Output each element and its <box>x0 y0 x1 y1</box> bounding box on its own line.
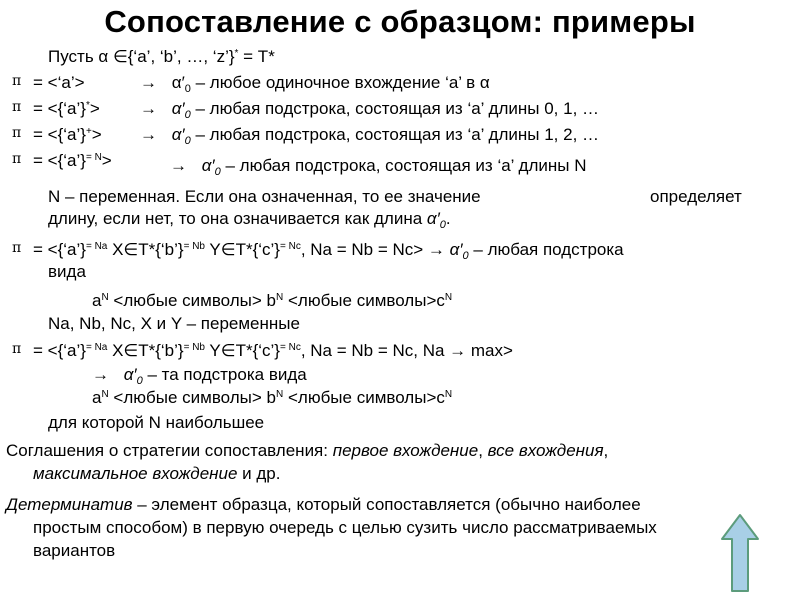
item-5-note-text: для которой N наибольшее <box>48 413 265 432</box>
item-2-result <box>140 124 599 145</box>
arrow-glyph: → <box>170 156 187 175</box>
item-4-p2: X∈T*{‘b’} <box>107 240 184 259</box>
item-3-pattern-end: > <box>101 151 112 170</box>
item-4-note <box>48 313 300 334</box>
alpha-subscript: 0 <box>462 250 469 262</box>
arrow-glyph: → <box>92 365 109 384</box>
item-3-result <box>170 155 587 176</box>
alpha-symbol: α′ <box>171 73 185 92</box>
alpha-subscript: 0 <box>136 375 143 387</box>
item-5-p1: <{‘a’} <box>47 341 86 360</box>
item-3-pattern: <{‘a’} <box>47 151 86 170</box>
item-2-sup: + <box>85 126 92 137</box>
example-b-sup: N <box>276 389 284 400</box>
item-0-pattern: <‘a’> <box>47 73 85 92</box>
determinative-term: Детерминатив <box>6 495 133 514</box>
bullet-icon: π <box>12 240 22 256</box>
item-5-p2: X∈T*{‘b’} <box>107 341 184 360</box>
item-4-wrap-text: вида <box>48 262 86 281</box>
arrow-glyph: → <box>140 125 157 144</box>
item-1-sup: * <box>85 100 90 111</box>
example-b-sup: N <box>276 292 284 303</box>
item-4-wrap <box>48 261 86 282</box>
item-3-sup: = N <box>85 152 102 163</box>
alpha-subscript: 0 <box>184 109 191 121</box>
item-5-p2-sup: = Nb <box>183 342 205 353</box>
alpha-subscript: 0 <box>184 83 191 95</box>
alpha-symbol: α′ <box>201 156 215 175</box>
example-a-sup: N <box>101 292 109 303</box>
example-mid-2: <любые символы>c <box>283 388 445 407</box>
alpha-symbol: α′ <box>123 365 137 384</box>
item-5-line <box>33 340 513 361</box>
item-4-note-text: Na, Nb, Nc, X и Y – переменные <box>48 314 300 333</box>
alpha-symbol: α′ <box>449 240 463 259</box>
item-1-result <box>140 98 599 119</box>
item-4-desc: – любая подстрока <box>468 240 624 259</box>
bullet-icon: π <box>12 73 22 89</box>
example-c-sup: N <box>444 292 453 303</box>
item-5-p1-sup: = Na <box>85 342 108 353</box>
agreements-lead: Соглашения о стратегии сопоставления: <box>6 441 333 460</box>
item-4-example <box>92 290 452 311</box>
slide-title: Сопоставление с образцом: примеры <box>104 4 696 39</box>
item-4-p1-sup: = Na <box>85 241 108 252</box>
example-mid-2: <любые символы>c <box>283 291 445 310</box>
intro-line <box>48 46 275 67</box>
item-2-desc: – любая подстрока, состоящая из ‘a’ длины 1, 2, … <box>190 125 600 144</box>
item-5-p3: Y∈T*{‘c’} <box>205 341 280 360</box>
alpha-subscript: 0 <box>184 135 191 147</box>
determinative-text-2: простым способом) в первую очередь с целью сузить число рассматриваемых <box>33 518 657 537</box>
alpha-subscript: 0 <box>214 166 221 178</box>
item-4-p3: Y∈T*{‘c’} <box>205 240 280 259</box>
item-4-p4: , Na = Nb = Nc> <box>300 240 428 259</box>
intro-text: Пусть α ∈{‘a’, ‘b’, …, ‘z’} <box>48 47 235 66</box>
item-5-result <box>92 364 307 385</box>
example-a: a <box>92 388 102 407</box>
item-1-pattern-end: > <box>89 99 100 118</box>
example-a: a <box>92 291 102 310</box>
determinative-line-3 <box>33 540 115 561</box>
arrow-glyph: → <box>427 240 445 259</box>
alpha-subscript: 0 <box>439 219 446 231</box>
determinative-line-1 <box>6 494 641 515</box>
item-5-note <box>48 412 264 433</box>
eq-sign: = <box>33 151 48 170</box>
example-a-sup: N <box>101 389 109 400</box>
item-5-p4: , Na = Nb = Nc, Na → max> <box>300 341 513 360</box>
eq-sign: = <box>33 125 48 144</box>
item-4-line <box>33 239 624 260</box>
item-3-note-2 <box>48 208 451 229</box>
bullet-icon: π <box>12 125 22 141</box>
eq-sign: = <box>33 73 48 92</box>
item-4-p1: <{‘a’} <box>47 240 86 259</box>
item-3-note-1b-text: определяет <box>650 187 742 206</box>
bullet-icon: π <box>12 151 22 167</box>
item-0-line <box>33 72 85 93</box>
item-2-pattern-end: > <box>91 125 102 144</box>
item-1-pattern: <{‘a’} <box>47 99 86 118</box>
item-1-desc: – любая подстрока, состоящая из ‘a’ длины 0, 1, … <box>190 99 600 118</box>
item-4-p3-sup: = Nc <box>279 241 301 252</box>
item-0-result <box>140 72 490 93</box>
agreements-sep-2: , <box>603 441 609 460</box>
item-3-note-1 <box>48 186 481 207</box>
item-5-desc: – та подстрока вида <box>142 365 307 384</box>
agreements-line-1 <box>6 440 608 461</box>
eq-sign: = <box>33 341 48 360</box>
item-2-pattern: <{‘a’} <box>47 125 86 144</box>
eq-sign: = <box>33 99 48 118</box>
bullet-icon: π <box>12 99 22 115</box>
item-4-p2-sup: = Nb <box>183 241 205 252</box>
example-c-sup: N <box>444 389 453 400</box>
alpha-symbol: α′ <box>171 125 185 144</box>
intro-sup: * <box>234 48 239 59</box>
arrow-glyph: → <box>140 99 157 118</box>
eq-sign: = <box>33 240 48 259</box>
agreements-tail: и др. <box>237 464 281 483</box>
item-5-p3-sup: = Nc <box>279 342 301 353</box>
item-3-note-1b <box>650 186 742 207</box>
item-0-desc: – любое одиночное вхождение ‘a’ в α <box>190 73 490 92</box>
item-3-note-2-end: . <box>445 209 451 228</box>
strategy-all: все вхождения <box>487 441 604 460</box>
item-5-example <box>92 387 452 408</box>
item-3-desc: – любая подстрока, состоящая из ‘a’ длины N <box>220 156 587 175</box>
example-mid-1: <любые символы> b <box>108 388 277 407</box>
example-mid-1: <любые символы> b <box>108 291 277 310</box>
alpha-symbol: α′ <box>171 99 185 118</box>
agreements-sep-1: , <box>478 441 488 460</box>
determinative-line-2 <box>33 517 657 538</box>
strategy-first: первое вхождение <box>332 441 479 460</box>
up-arrow-icon[interactable] <box>720 513 760 593</box>
item-3-note-1a: N – переменная. Если она означенная, то ее значение <box>48 187 481 206</box>
strategy-max: максимальное вхождение <box>33 464 238 483</box>
agreements-line-2 <box>33 463 280 484</box>
item-1-line <box>33 98 100 119</box>
determinative-text-3: вариантов <box>33 541 116 560</box>
bullet-icon: π <box>12 341 22 357</box>
alpha-symbol: α′ <box>426 209 440 228</box>
determinative-text-1: – элемент образца, который сопоставляется (обычно наиболее <box>132 495 641 514</box>
item-3-line <box>33 150 112 171</box>
intro-tail: = T* <box>238 47 275 66</box>
item-3-note-2a: длину, если нет, то она означивается как длина <box>48 209 427 228</box>
item-2-line <box>33 124 102 145</box>
arrow-glyph: → <box>140 73 157 92</box>
up-arrow-shape <box>722 515 758 591</box>
